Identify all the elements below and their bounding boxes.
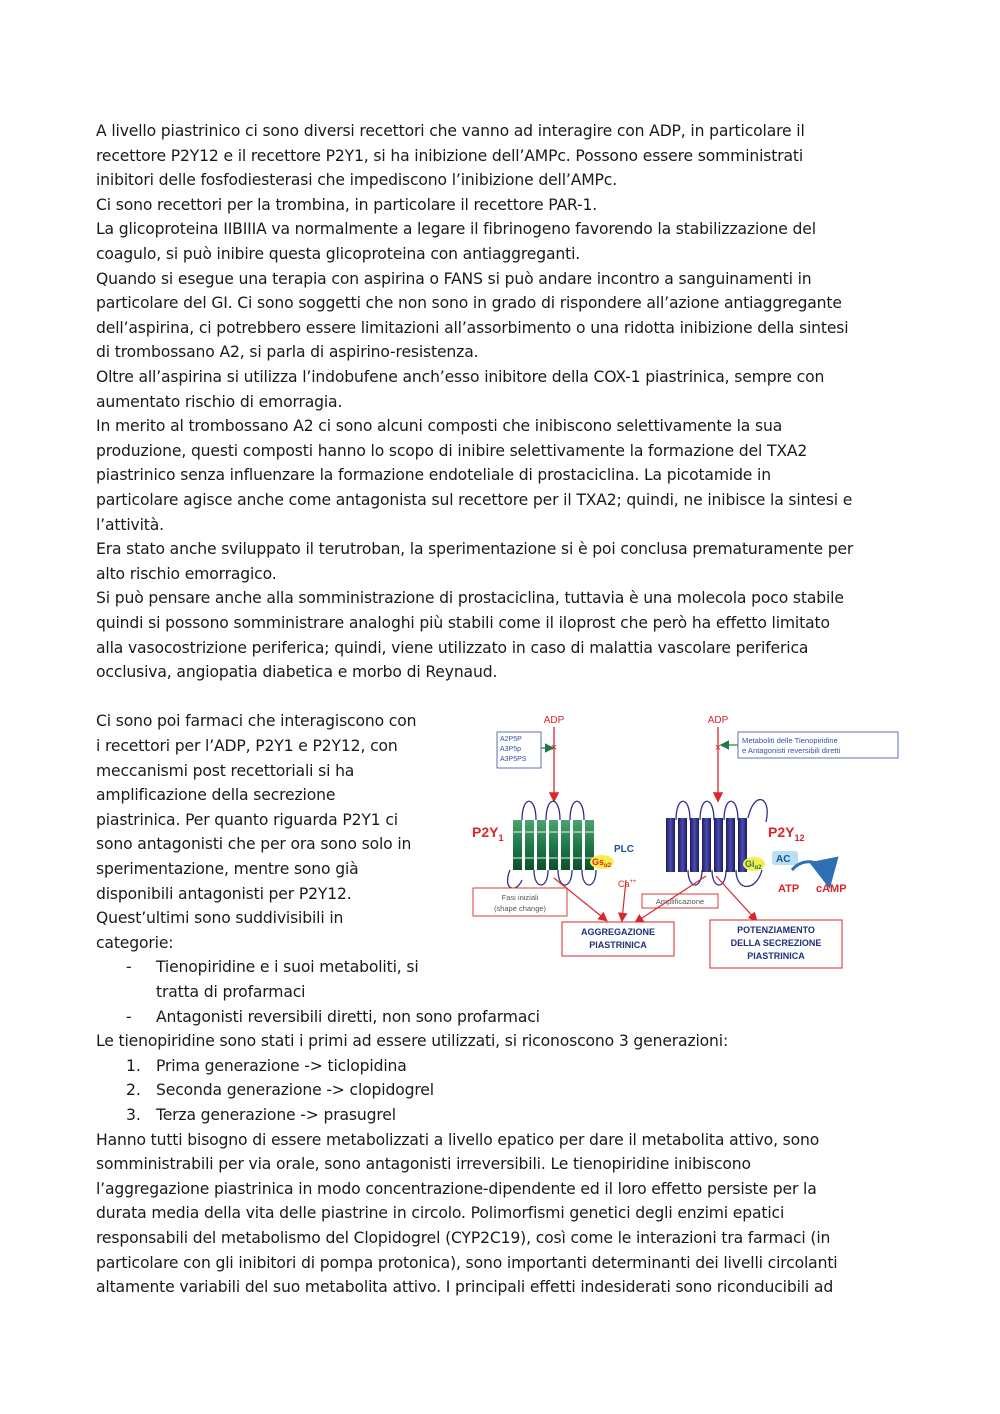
text-line: l’aggregazione piastrinica in modo concentrazione-dipendente ed il loro effetto persiste per la — [96, 1179, 817, 1198]
atp-label: ATP — [778, 883, 800, 895]
diagram-svg — [466, 710, 906, 974]
aggregazione-label: AGGREGAZIONE — [580, 927, 656, 937]
adp-left-label: ADP — [543, 715, 565, 726]
fasi-label: Fasi iniziali — [501, 893, 539, 902]
text-line: l’attività. — [96, 515, 164, 534]
text-line: meccanismi post recettoriali si ha — [96, 761, 355, 780]
plc-label: PLC — [614, 844, 634, 855]
text-line: Hanno tutti bisogno di essere metabolizzati a livello epatico per dare il metabolita attivo, sono — [96, 1130, 820, 1149]
text-line: durata media della vita delle piastrine in circolo. Polimorfismi genetici degli enzimi epatici — [96, 1204, 785, 1223]
amplificazione-label: Amplificazione — [655, 897, 705, 906]
text-line: occlusiva, angiopatia diabetica e morbo di Reynaud. — [96, 663, 498, 682]
text-line: sono antagonisti che per ora sono solo in — [96, 835, 412, 854]
list-item: Prima generazione -> ticlopidina — [156, 1056, 407, 1075]
list-item: Seconda generazione -> clopidogrel — [156, 1081, 434, 1100]
p2y1-label: $P2Y_1$ — [472, 824, 504, 843]
metabolites-label: e Antagonisti reversibili diretti — [742, 746, 841, 755]
block-x-icon: × — [714, 742, 722, 754]
list-item: Terza generazione -> prasugrel — [156, 1106, 396, 1124]
inhibitor-label: A3P5PS — [500, 756, 527, 763]
text-line: produzione, questi composti hanno lo scopo di inibire selettivamente la formazione del TXA2 — [96, 441, 808, 460]
text-line: Quest’ultimi sono suddivisibili in — [96, 909, 344, 928]
text-line: alto rischio emorragico. — [96, 564, 277, 583]
metabolites-label: Metaboliti delle Tienopiridine — [742, 736, 838, 745]
text-line: alla vasocostrizione periferica; quindi, viene utilizzato in caso di malattia vascolare periferica — [96, 638, 809, 657]
text-line: A livello piastrinico ci sono diversi recettori che vanno ad interagire con ADP, in particolare il — [96, 122, 805, 140]
inhibitor-label: A3P5p — [500, 746, 522, 753]
list-number: 1. — [126, 1056, 141, 1075]
adp-receptor-diagram — [466, 710, 906, 974]
generations-intro: Le tienopiridine sono stati i primi ad essere utilizzati, si riconoscono 3 generazioni: — [96, 1032, 729, 1051]
text-line: particolare agisce anche come antagonista sul recettore per il TXA2; quindi, ne inibisce la sintesi e — [96, 491, 853, 509]
inhibitor-label: A2P5P — [500, 736, 522, 743]
text-line: piastrinica. Per quanto riguarda P2Y1 ci — [96, 810, 398, 829]
text-line: aumentato rischio di emorragia. — [96, 392, 343, 411]
potenziamento-label: POTENZIAMENTO — [737, 925, 815, 935]
text-line: dell’aspirina, ci potrebbero essere limitazioni all’assorbimento o una ridotta inibizione della sintesi — [96, 318, 849, 337]
text-line: recettore P2Y12 e il recettore P2Y1, si ha inibizione dell’AMPc. Possono essere somministrati — [96, 146, 804, 165]
block-x-icon: × — [550, 742, 558, 754]
fasi-label: (shape change) — [493, 904, 547, 913]
bullet-item-continuation: tratta di profarmaci — [156, 983, 306, 1001]
text-line: di trombossano A2, si parla di aspirino-resistenza. — [96, 343, 479, 362]
gs-label: $Gs_{\alpha 2}$ — [592, 857, 612, 869]
bullet-marker: - — [126, 1007, 132, 1026]
text-line: Era stato anche sviluppato il terutroban, la sperimentazione si è poi conclusa prematuramente per — [96, 540, 854, 559]
potenziamento-label: PIASTRINICA — [747, 951, 805, 961]
atp-camp-arrow — [792, 862, 828, 880]
text-line: amplificazione della secrezione — [96, 786, 336, 805]
camp-label: cAMP — [816, 883, 847, 895]
text-line: i recettori per l’ADP, P2Y1 e P2Y12, con — [96, 737, 398, 755]
text-line: Ci sono poi farmaci che interagiscono con — [96, 712, 417, 731]
text-line: particolare con gli inibitori di pompa protonica), sono importanti determinanti dei livelli circolanti — [96, 1253, 838, 1272]
text-line: coagulo, si può inibire questa glicoproteina con antiaggreganti. — [96, 245, 581, 263]
list-number: 2. — [126, 1081, 141, 1100]
aggregazione-label: PIASTRINICA — [589, 940, 647, 950]
gi-label: $Gi_{\alpha 2}$ — [745, 859, 762, 871]
p2y12-receptor — [666, 818, 747, 872]
list-number: 3. — [126, 1106, 141, 1124]
text-line: altamente variabili del suo metabolita attivo. I principali effetti indesiderati sono riconducibili ad — [96, 1278, 834, 1297]
text-line: Oltre all’aspirina si utilizza l’indobufene anch’esso inibitore della COX-1 piastrinica, sempre con — [96, 368, 825, 386]
bullet-marker: - — [126, 958, 132, 977]
potenziamento-label: DELLA SECREZIONE — [730, 938, 822, 948]
ca-label: Ca++ — [618, 879, 637, 889]
text-line: categorie: — [96, 933, 174, 952]
text-line: disponibili antagonisti per P2Y12. — [96, 884, 352, 903]
text-line: Si può pensare anche alla somministrazione di prostaciclina, tuttavia è una molecola poco stabile — [96, 589, 844, 608]
ac-label: AC — [776, 854, 791, 865]
text-line: Ci sono recettori per la trombina, in particolare il recettore PAR-1. — [96, 195, 598, 214]
text-line: responsabili del metabolismo del Clopidogrel (CYP2C19), così come le interazioni tra farmaci (in — [96, 1229, 831, 1247]
text-line: La glicoproteina IIBIIIA va normalmente a legare il fibrinogeno favorendo la stabilizzazione del — [96, 220, 816, 239]
text-line: particolare del GI. Ci sono soggetti che non sono in grado di rispondere all’azione antiaggregante — [96, 294, 842, 313]
text-line: Quando si esegue una terapia con aspirina o FANS si può andare incontro a sanguinamenti in — [96, 269, 812, 288]
text-line: piastrinico senza influenzare la formazione endoteliale di prostaciclina. La picotamide in — [96, 466, 771, 485]
text-line: quindi si possono somministrare analoghi più stabili come il iloprost che però ha effetto limitato — [96, 614, 830, 632]
p2y1-receptor — [510, 820, 597, 870]
p2y12-label: $P2Y_{12}$ — [768, 824, 805, 843]
text-line: sperimentazione, mentre sono già — [96, 860, 359, 878]
text-line: inibitori delle fosfodiesterasi che impediscono l’inibizione dell’AMPc. — [96, 171, 618, 190]
text-line: somministrabili per via orale, sono antagonisti irreversibili. Le tienopiridine inibiscono — [96, 1155, 751, 1174]
text-line: In merito al trombossano A2 ci sono alcuni composti che inibiscono selettivamente la sua — [96, 417, 783, 436]
bullet-item: Antagonisti reversibili diretti, non sono profarmaci — [156, 1007, 540, 1026]
bullet-item: Tienopiridine e i suoi metaboliti, si — [156, 958, 419, 977]
adp-right-label: ADP — [707, 715, 729, 726]
